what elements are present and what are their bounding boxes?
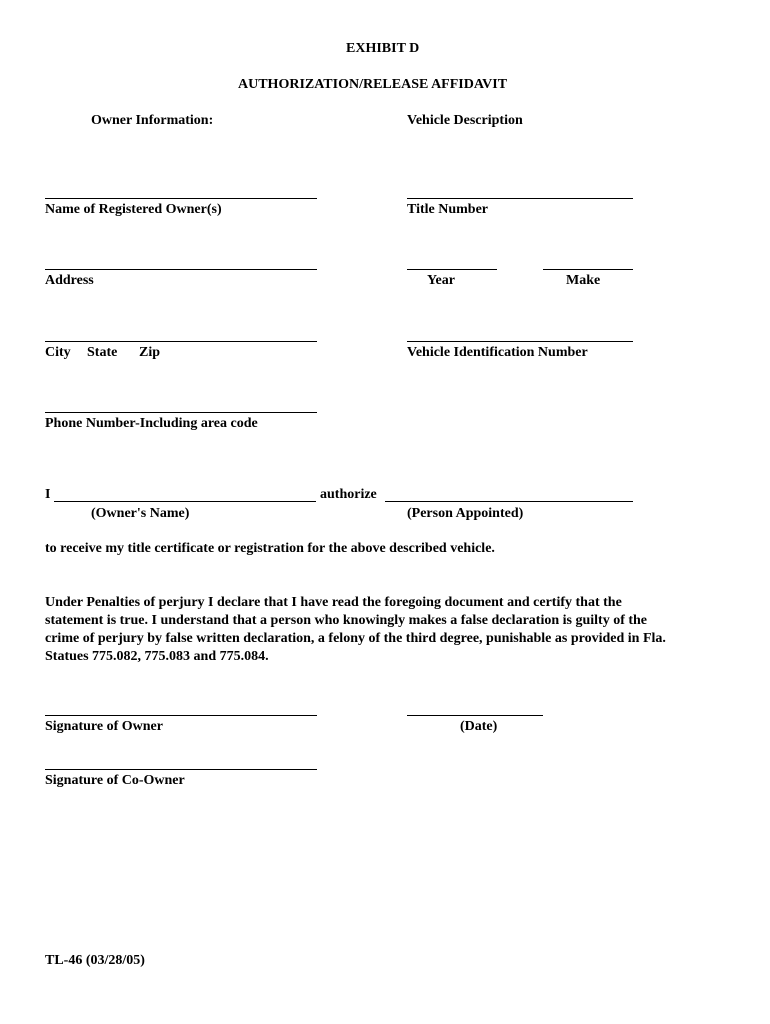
person-appointed-line[interactable]	[385, 501, 633, 502]
penalty-line-3: crime of perjury by false written declaration, a felony of the third degree, punishable as provided in Fla.	[45, 631, 666, 646]
make-label: Make	[566, 273, 601, 288]
exhibit-label: EXHIBIT D	[346, 41, 420, 56]
phone-line[interactable]	[45, 412, 317, 413]
co-owner-signature-label: Signature of Co-Owner	[45, 773, 185, 788]
state-label: State	[87, 345, 118, 360]
zip-label: Zip	[139, 345, 161, 360]
vin-label: Vehicle Identification Number	[407, 345, 588, 360]
penalty-line-2: statement is true. I understand that a person who knowingly makes a false declaration is guilty of the	[45, 613, 648, 628]
title-number-line[interactable]	[407, 198, 633, 199]
city-state-zip-line[interactable]	[45, 341, 317, 342]
title-number-label: Title Number	[407, 202, 489, 217]
authorize-word: authorize	[320, 487, 377, 502]
owners-name-line[interactable]	[54, 501, 316, 502]
form-id: TL-46 (03/28/05)	[45, 953, 145, 968]
vin-line[interactable]	[407, 341, 633, 342]
penalty-line-4: Statues 775.082, 775.083 and 775.084.	[45, 649, 269, 664]
owners-name-caption: (Owner's Name)	[91, 506, 190, 521]
penalty-paragraph	[45, 594, 735, 666]
registered-owner-label: Name of Registered Owner(s)	[45, 202, 222, 217]
year-label: Year	[427, 273, 455, 288]
owner-signature-line[interactable]	[45, 715, 317, 716]
owner-signature-label: Signature of Owner	[45, 719, 163, 734]
authorization-i: I	[45, 487, 51, 502]
address-label: Address	[45, 273, 94, 288]
penalty-line-1: Under Penalties of perjury I declare that I have read the foregoing document and certify that the	[45, 595, 622, 610]
co-owner-signature-line[interactable]	[45, 769, 317, 770]
address-line[interactable]	[45, 269, 317, 270]
city-label: City	[45, 345, 71, 360]
document-title: AUTHORIZATION/RELEASE AFFIDAVIT	[238, 77, 508, 92]
owner-information-heading: Owner Information:	[91, 113, 214, 128]
year-line[interactable]	[407, 269, 497, 270]
receive-statement: to receive my title certificate or registration for the above described vehicle.	[45, 541, 495, 556]
make-line[interactable]	[543, 269, 633, 270]
date-label: (Date)	[460, 719, 498, 734]
registered-owner-line[interactable]	[45, 198, 317, 199]
person-appointed-caption: (Person Appointed)	[407, 506, 524, 521]
phone-label: Phone Number-Including area code	[45, 416, 258, 431]
date-line[interactable]	[407, 715, 543, 716]
vehicle-description-heading: Vehicle Description	[407, 113, 523, 128]
